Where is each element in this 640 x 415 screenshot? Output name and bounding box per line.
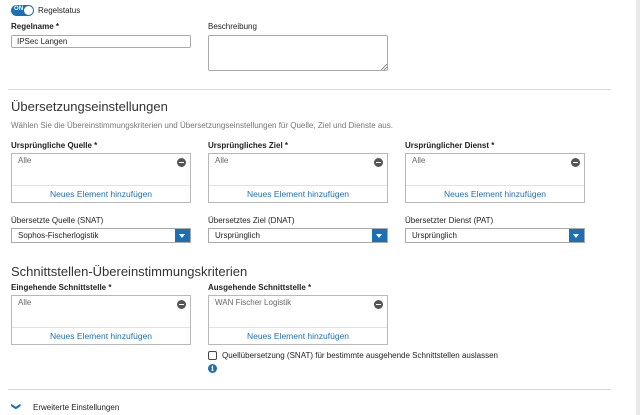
rule-name-label: Regelname * (11, 22, 60, 31)
translated-source-label: Übersetzte Quelle (SNAT) (11, 216, 104, 225)
remove-icon[interactable] (571, 158, 580, 167)
add-item-link[interactable]: Neues Element hinzufügen (12, 185, 190, 202)
translation-section-subtitle: Wählen Sie die Übereinstimmungskriterien und Übersetzungseinstellungen für Quelle, Ziel und Dienste aus. (11, 121, 393, 130)
description-label: Beschreibung (208, 22, 257, 31)
inbound-interface-label: Eingehende Schnittstelle * (11, 283, 112, 292)
list-item[interactable]: Alle (412, 156, 426, 165)
toggle-on-label: ON (14, 6, 24, 12)
section-divider (8, 389, 611, 390)
section-divider (8, 89, 611, 90)
translated-destination-label: Übersetztes Ziel (DNAT) (208, 216, 295, 225)
chevron-down-icon[interactable] (175, 229, 190, 242)
add-item-link[interactable]: Neues Element hinzufügen (406, 185, 584, 202)
outbound-interface-label: Ausgehende Schnittstelle * (208, 283, 312, 292)
toggle-knob (24, 6, 33, 15)
select-value: Ursprünglich (215, 231, 260, 240)
original-source-list (11, 153, 191, 203)
info-icon[interactable]: i (208, 364, 217, 373)
list-item[interactable]: Alle (18, 156, 32, 165)
original-destination-list (208, 153, 388, 203)
description-wrapper (208, 35, 388, 71)
advanced-settings-toggle[interactable]: Erweiterte Einstellungen (33, 403, 120, 412)
skip-snat-label: Quellübersetzung (SNAT) für bestimmte ausgehende Schnittstellen auslassen (222, 351, 498, 360)
remove-icon[interactable] (374, 300, 383, 309)
list-item[interactable]: WAN Fischer Logistik (215, 298, 292, 307)
select-value: Ursprünglich (412, 231, 457, 240)
inbound-interface-list (11, 295, 191, 345)
chevron-down-icon[interactable] (569, 229, 584, 242)
rule-status-label: Regelstatus (38, 6, 81, 15)
chevron-down-icon[interactable] (372, 229, 387, 242)
translation-section-title: Übersetzungseinstellungen (11, 99, 168, 114)
description-textarea[interactable] (208, 35, 388, 71)
translated-service-select[interactable] (405, 228, 585, 243)
original-source-label: Ursprüngliche Quelle * (11, 141, 98, 150)
remove-icon[interactable] (177, 300, 186, 309)
rule-name-input[interactable] (11, 35, 191, 48)
list-item[interactable]: Alle (215, 156, 229, 165)
original-service-list (405, 153, 585, 203)
list-item[interactable]: Alle (18, 298, 32, 307)
chevron-down-icon[interactable]: ❯ (11, 402, 22, 411)
rule-status-toggle[interactable] (11, 5, 34, 16)
original-destination-label: Ursprüngliches Ziel * (208, 141, 289, 150)
translated-service-label: Übersetzter Dienst (PAT) (405, 216, 494, 225)
add-item-link[interactable]: Neues Element hinzufügen (12, 327, 190, 344)
add-item-link[interactable]: Neues Element hinzufügen (209, 185, 387, 202)
interfaces-section-title: Schnittstellen-Übereinstimmungskriterien (11, 264, 248, 279)
translated-destination-select[interactable] (208, 228, 388, 243)
resize-handle-icon[interactable] (381, 64, 387, 70)
outbound-interface-list (208, 295, 388, 345)
skip-snat-checkbox[interactable] (208, 351, 217, 360)
translated-source-select[interactable] (11, 228, 191, 243)
select-value: Sophos-Fischerlogistik (18, 231, 99, 240)
remove-icon[interactable] (374, 158, 383, 167)
page-scrollbar[interactable] (636, 0, 640, 415)
add-item-link[interactable]: Neues Element hinzufügen (209, 327, 387, 344)
remove-icon[interactable] (177, 158, 186, 167)
original-service-label: Ursprünglicher Dienst * (405, 141, 495, 150)
